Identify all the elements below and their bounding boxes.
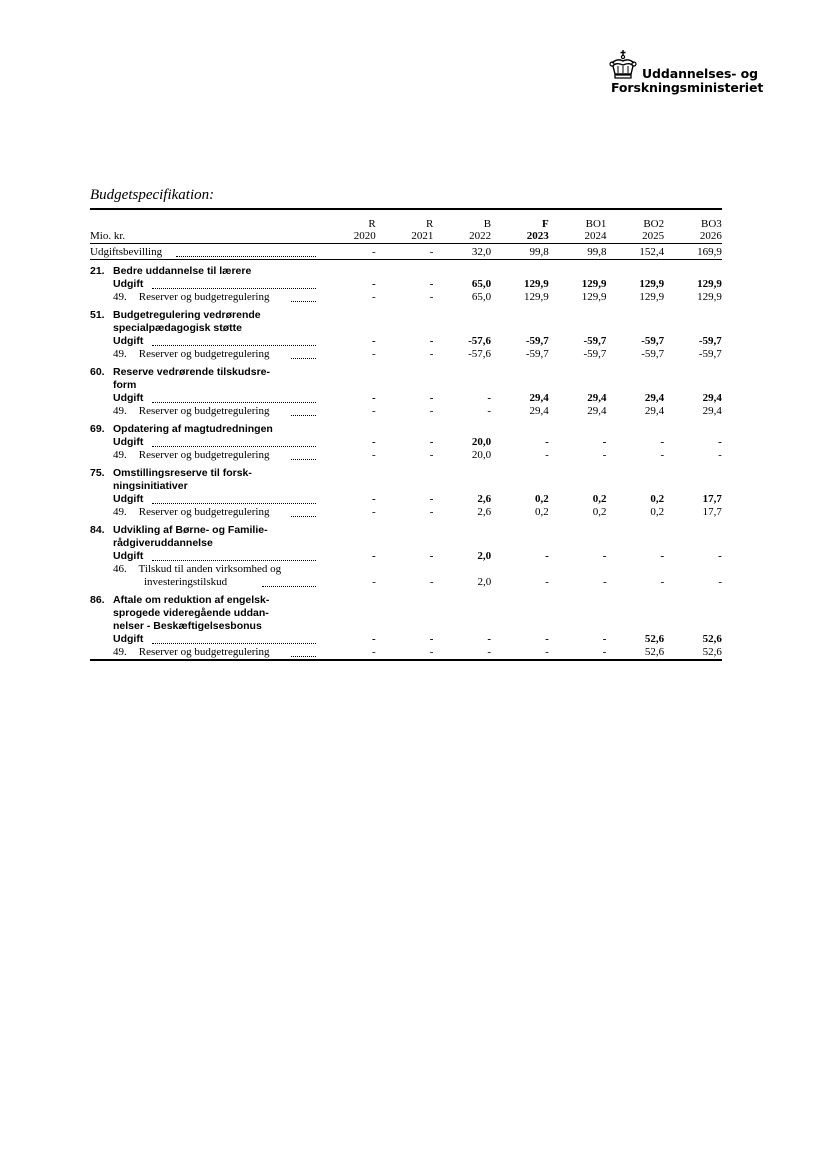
cell-value: - <box>602 436 607 448</box>
column-code: BO3 <box>701 218 722 230</box>
column-code: R <box>426 218 434 230</box>
section-number: 84. <box>90 524 105 536</box>
cell-value: - <box>718 436 722 448</box>
budget-section <box>90 423 722 462</box>
budget-section <box>90 467 722 519</box>
cell-value: - <box>545 633 549 645</box>
cell-value: - <box>372 348 376 360</box>
udgift-text: Udgift <box>113 493 144 505</box>
cell-value: 52,6 <box>644 633 665 645</box>
section-title-row <box>90 467 722 480</box>
section-title-text: Aftale om reduktion af engelsk- <box>113 594 270 606</box>
subaccount-row <box>90 348 722 361</box>
cell-value: - <box>545 550 549 562</box>
cell-value: - <box>602 633 607 645</box>
section-title <box>90 524 318 537</box>
section-title-text: rådgiveruddannelse <box>113 537 213 549</box>
cell-value: - <box>429 576 434 588</box>
udgift-row <box>90 493 722 506</box>
cell-value: - <box>429 335 434 347</box>
cell-value: 0,2 <box>650 493 665 505</box>
section-title-row <box>90 537 722 550</box>
subaccount-row <box>90 563 722 576</box>
subaccount-text: Reserver og budgetregulering <box>136 449 270 461</box>
section-number: 69. <box>90 423 105 435</box>
subaccount-text: investeringstilskud <box>144 576 228 588</box>
section-title-text: Omstillingsreserve til forsk- <box>113 467 252 479</box>
udgift-text: Udgift <box>113 436 144 448</box>
subaccount-label <box>90 563 318 576</box>
cell-value: - <box>372 405 376 417</box>
subaccount-label <box>90 291 318 304</box>
section-title <box>90 480 341 493</box>
subaccount-number: 49. <box>113 291 127 303</box>
cell-value: -59,7 <box>641 348 665 360</box>
section-title-text: Reserve vedrørende tilskudsre- <box>113 366 270 378</box>
cell-value: - <box>718 449 722 461</box>
cell-value: 0,2 <box>535 506 549 518</box>
section-title <box>90 379 341 392</box>
section-title-row <box>90 265 722 278</box>
total-value: 99,8 <box>529 246 549 258</box>
total-label: Udgiftsbevilling <box>90 246 318 259</box>
cell-value: - <box>487 392 492 404</box>
budget-section <box>90 524 722 589</box>
cell-value: -59,7 <box>525 348 549 360</box>
udgift-label <box>90 392 318 405</box>
cell-value: - <box>718 576 722 588</box>
cell-value: - <box>372 392 376 404</box>
cell-value: 17,7 <box>702 493 722 505</box>
cell-value: 52,6 <box>644 646 665 658</box>
cell-value: - <box>372 449 376 461</box>
udgift-text: Udgift <box>113 550 144 562</box>
section-title-row <box>90 366 722 379</box>
page-title: Budgetspecifikation: <box>90 187 215 203</box>
section-title-row <box>90 607 722 620</box>
cell-value: - <box>372 335 376 347</box>
cell-value: 0,2 <box>650 506 665 518</box>
cell-value: 65,0 <box>471 291 492 303</box>
cell-value: - <box>487 405 492 417</box>
cell-value: - <box>372 493 376 505</box>
section-title-row <box>90 524 722 537</box>
section-title-text: specialpædagogisk støtte <box>113 322 242 334</box>
subaccount-row <box>90 576 722 589</box>
cell-value: - <box>545 449 549 461</box>
total-value: 169,9 <box>697 246 722 258</box>
section-title <box>90 322 341 335</box>
cell-value: - <box>602 449 607 461</box>
budget-section <box>90 309 722 361</box>
column-header <box>491 218 549 242</box>
cell-value: - <box>545 436 549 448</box>
subaccount-number: 46. <box>113 563 127 575</box>
column-year: 2025 <box>642 230 665 242</box>
cell-value: - <box>429 506 434 518</box>
cell-value: - <box>429 493 434 505</box>
cell-value: 0,2 <box>535 493 549 505</box>
subaccount-number: 49. <box>113 646 127 658</box>
cell-value: - <box>429 449 434 461</box>
cell-value: -57,6 <box>468 335 492 347</box>
column-header <box>606 218 664 242</box>
budget-section <box>90 265 722 304</box>
cell-value: 20,0 <box>471 449 492 461</box>
subaccount-row <box>90 405 722 418</box>
udgift-label <box>90 633 318 646</box>
cell-value: 129,9 <box>639 278 665 290</box>
section-title-text: Opdatering af magtudredningen <box>113 423 273 435</box>
udgift-row <box>90 392 722 405</box>
udgift-text: Udgift <box>113 278 144 290</box>
cell-value: - <box>660 436 665 448</box>
section-title-row <box>90 480 722 493</box>
subaccount-text: Reserver og budgetregulering <box>136 646 270 658</box>
logo-text-line1: Uddannelses- og <box>642 66 758 81</box>
cell-value: -57,6 <box>468 348 492 360</box>
cell-value: - <box>660 449 665 461</box>
cell-value: 0,2 <box>592 493 607 505</box>
ministry-logo <box>608 46 768 96</box>
budget-section <box>90 366 722 418</box>
column-year: 2026 <box>699 230 722 242</box>
cell-value: 2,6 <box>477 506 492 518</box>
cell-value: - <box>372 291 376 303</box>
cell-value: - <box>429 348 434 360</box>
cell-value: - <box>372 576 376 588</box>
cell-value: - <box>372 278 376 290</box>
cell-value: - <box>545 646 549 658</box>
section-number: 75. <box>90 467 105 479</box>
cell-value: -59,7 <box>583 335 607 347</box>
cell-value: - <box>429 291 434 303</box>
column-year: 2023 <box>526 230 549 242</box>
udgift-label <box>90 436 318 449</box>
udgift-label <box>90 493 318 506</box>
cell-value: 129,9 <box>581 291 607 303</box>
cell-value: - <box>429 405 434 417</box>
total-value: 152,4 <box>639 246 665 258</box>
udgift-text: Udgift <box>113 633 144 645</box>
cell-value: - <box>602 576 607 588</box>
cell-value: - <box>429 436 434 448</box>
cell-value: - <box>429 278 434 290</box>
section-title-row <box>90 379 722 392</box>
cell-value: 129,9 <box>524 291 549 303</box>
table-header <box>90 210 722 244</box>
section-title-text: sprogede videregående uddan- <box>113 607 269 619</box>
subaccount-label <box>90 646 318 659</box>
cell-value: - <box>487 646 492 658</box>
budget-section <box>90 594 722 659</box>
column-header <box>549 218 607 242</box>
crown-icon <box>608 49 638 81</box>
subaccount-text: Reserver og budgetregulering <box>136 506 270 518</box>
subaccount-row <box>90 506 722 519</box>
cell-value: - <box>660 550 665 562</box>
udgift-label <box>90 278 318 291</box>
subaccount-label <box>90 449 318 462</box>
column-code: R <box>368 218 376 230</box>
cell-value: 52,6 <box>702 646 722 658</box>
cell-value: 29,4 <box>702 405 722 417</box>
column-code: F <box>542 218 549 230</box>
cell-value: 129,9 <box>639 291 665 303</box>
cell-value: -59,7 <box>641 335 665 347</box>
udgift-text: Udgift <box>113 335 144 347</box>
cell-value: - <box>660 576 665 588</box>
cell-value: - <box>429 550 434 562</box>
subaccount-label <box>90 506 318 519</box>
column-code: B <box>483 218 492 230</box>
udgift-row <box>90 550 722 563</box>
cell-value: 129,9 <box>581 278 607 290</box>
cell-value: 0,2 <box>592 506 607 518</box>
section-title <box>90 537 341 550</box>
column-year: 2021 <box>411 230 434 242</box>
total-row <box>90 244 722 260</box>
udgift-row <box>90 633 722 646</box>
cell-value: 2,6 <box>477 493 492 505</box>
cell-value: 29,4 <box>587 405 607 417</box>
total-value: - <box>372 246 376 258</box>
section-number: 21. <box>90 265 105 277</box>
cell-value: 2,0 <box>477 550 492 562</box>
cell-value: 65,0 <box>471 278 492 290</box>
section-title <box>90 265 318 278</box>
cell-value: -59,7 <box>583 348 607 360</box>
section-title-text: form <box>113 379 137 391</box>
section-title <box>90 607 341 620</box>
cell-value: 129,9 <box>697 291 722 303</box>
column-header <box>664 218 722 242</box>
udgift-label <box>90 335 318 348</box>
cell-value: 29,4 <box>529 405 549 417</box>
cell-value: - <box>545 576 549 588</box>
subaccount-row <box>90 449 722 462</box>
section-title-row <box>90 309 722 322</box>
section-number: 51. <box>90 309 105 321</box>
column-header <box>318 218 376 242</box>
cell-value: -59,7 <box>698 348 722 360</box>
cell-value: - <box>372 646 376 658</box>
total-value: 32,0 <box>471 246 492 258</box>
subaccount-number: 49. <box>113 506 127 518</box>
cell-value: - <box>372 436 376 448</box>
section-title <box>90 309 318 322</box>
udgift-row <box>90 335 722 348</box>
subaccount-number: 49. <box>113 405 127 417</box>
cell-value: 29,4 <box>644 405 665 417</box>
subaccount-number: 49. <box>113 449 127 461</box>
section-title-text: Bedre uddannelse til lærere <box>113 265 252 277</box>
total-value: - <box>429 246 434 258</box>
cell-value: - <box>429 633 434 645</box>
cell-value: -59,7 <box>698 335 722 347</box>
column-header <box>376 218 434 242</box>
cell-value: -59,7 <box>525 335 549 347</box>
section-title-row <box>90 620 722 633</box>
cell-value: 29,4 <box>587 392 607 404</box>
cell-value: - <box>372 550 376 562</box>
subaccount-label <box>90 576 318 589</box>
subaccount-row <box>90 646 722 659</box>
cell-value: - <box>602 646 607 658</box>
cell-value: 17,7 <box>702 506 722 518</box>
section-title-text: nelser - Beskæftigelsesbonus <box>113 620 262 632</box>
subaccount-text: Reserver og budgetregulering <box>136 348 270 360</box>
cell-value: - <box>487 633 492 645</box>
subaccount-label <box>90 405 318 418</box>
column-code: BO2 <box>643 218 665 230</box>
section-title <box>90 594 318 607</box>
cell-value: 20,0 <box>471 436 492 448</box>
section-number: 86. <box>90 594 105 606</box>
cell-value: 52,6 <box>702 633 722 645</box>
section-title-row <box>90 594 722 607</box>
udgift-text: Udgift <box>113 392 144 404</box>
cell-value: - <box>718 550 722 562</box>
logo-text-line2: Forskningsministeriet <box>611 80 764 95</box>
subaccount-label <box>90 348 318 361</box>
cell-value: 129,9 <box>524 278 549 290</box>
column-year: 2020 <box>353 230 376 242</box>
column-year: 2024 <box>584 230 607 242</box>
total-value: 99,8 <box>587 246 607 258</box>
section-title <box>90 366 318 379</box>
cell-value: 2,0 <box>477 576 492 588</box>
udgift-row <box>90 278 722 291</box>
section-title-text: ningsinitiativer <box>113 480 188 492</box>
section-title <box>90 423 318 436</box>
cell-value: 129,9 <box>697 278 722 290</box>
column-code: BO1 <box>585 218 607 230</box>
cell-value: 29,4 <box>644 392 665 404</box>
cell-value: 29,4 <box>702 392 722 404</box>
subaccount-text: Tilskud til anden virksomhed og <box>136 563 282 575</box>
subaccount-text: Reserver og budgetregulering <box>136 405 270 417</box>
section-title-row <box>90 322 722 335</box>
budget-table <box>90 208 722 661</box>
column-year: 2022 <box>469 230 492 242</box>
subaccount-row <box>90 291 722 304</box>
unit-label: Mio. kr. <box>90 230 126 242</box>
udgift-row <box>90 436 722 449</box>
section-title <box>90 467 318 480</box>
column-header <box>433 218 491 242</box>
cell-value: - <box>429 392 434 404</box>
cell-value: - <box>429 646 434 658</box>
udgift-label <box>90 550 318 563</box>
cell-value: 29,4 <box>529 392 549 404</box>
section-title <box>90 620 341 633</box>
subaccount-text: Reserver og budgetregulering <box>136 291 270 303</box>
section-title-text: Budgetregulering vedrørende <box>113 309 261 321</box>
cell-value: - <box>372 633 376 645</box>
section-title-row <box>90 423 722 436</box>
section-number: 60. <box>90 366 105 378</box>
cell-value: - <box>372 506 376 518</box>
cell-value: - <box>602 550 607 562</box>
subaccount-number: 49. <box>113 348 127 360</box>
section-title-text: Udvikling af Børne- og Familie- <box>113 524 268 536</box>
